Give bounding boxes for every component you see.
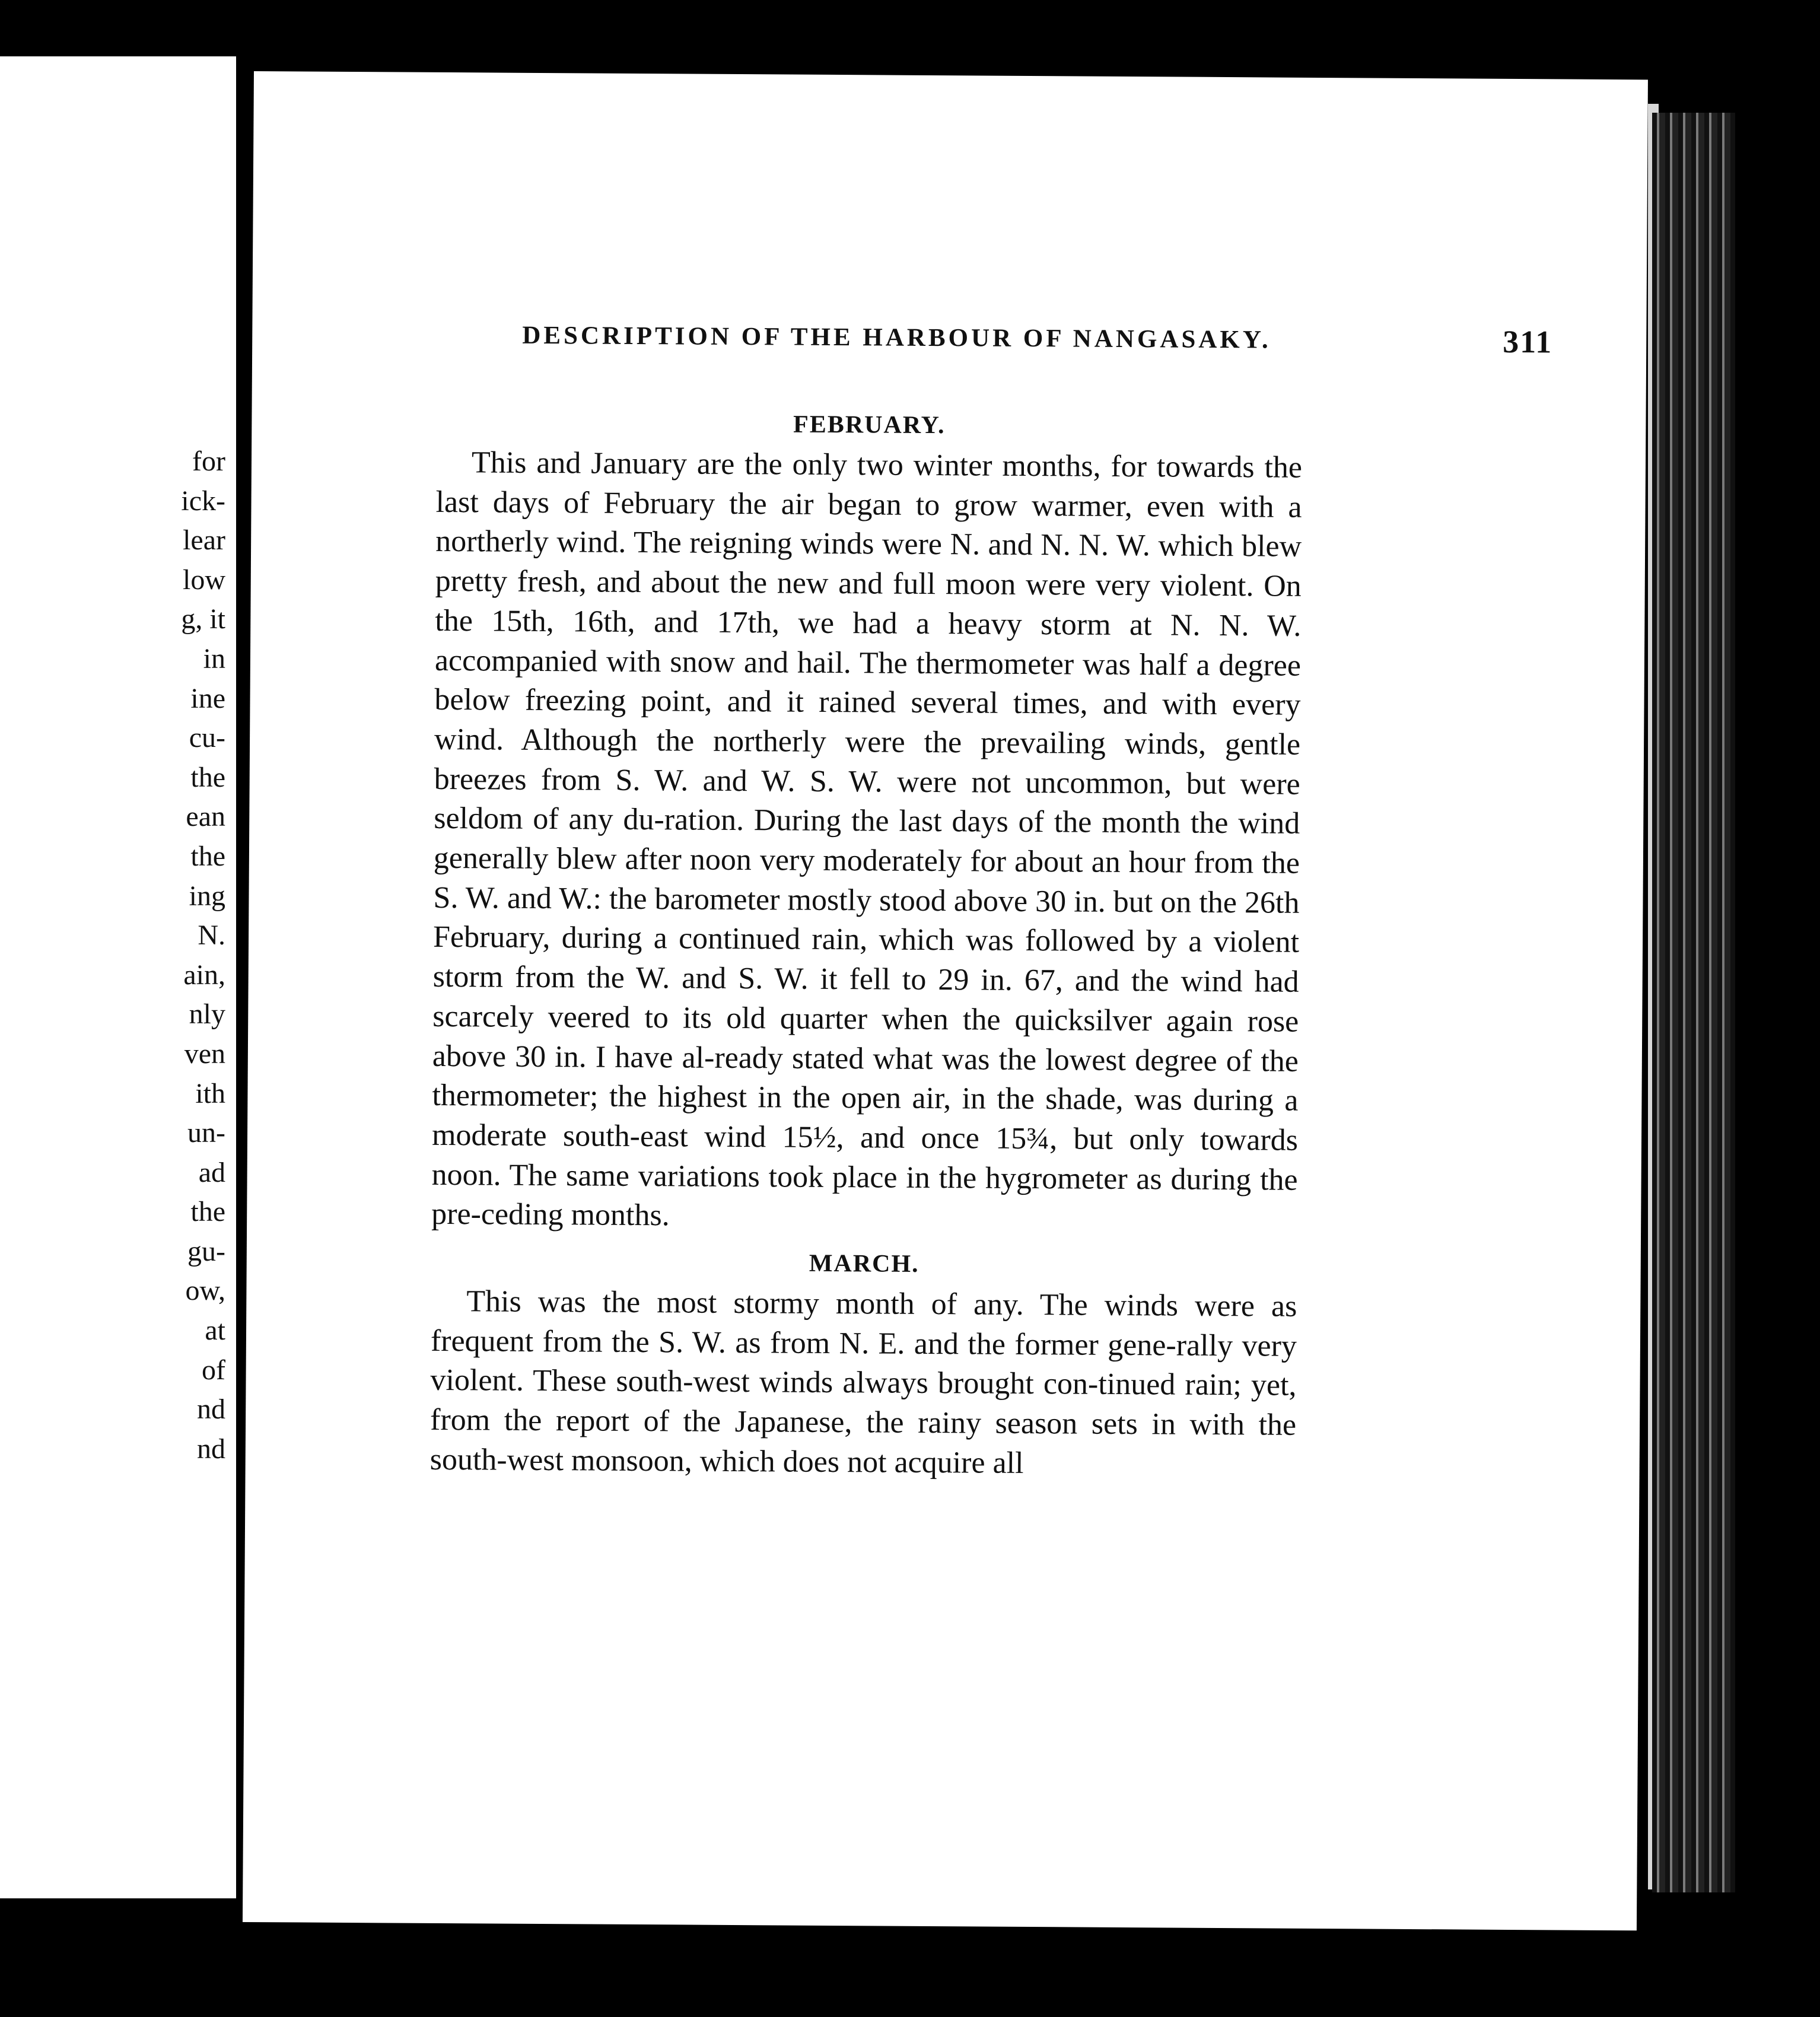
left-page-fragment: ing [189, 880, 225, 912]
left-page-fragment: ow, [185, 1275, 225, 1307]
left-page-fragment: g, it [181, 603, 225, 635]
paragraph-march: This was the most stormy month of any. The winds were as frequent from the S. W. as from N. E. and the former gene-rally very violent. These south-west winds always brought con-tinued rain; yet, from the report of the Japanese, the rainy season sets in with the south-west monsoon, which does not acquire all [429, 1284, 1297, 1480]
book-page-edges [1652, 113, 1735, 1892]
running-header [522, 321, 1553, 360]
left-page-fragment: nly [189, 998, 225, 1030]
left-page-fragment: un- [187, 1117, 225, 1149]
left-page-fragment: at [205, 1315, 225, 1347]
left-page-fragment: low [183, 564, 225, 596]
left-page-fragment: of [202, 1354, 225, 1386]
section-title-march: MARCH. [809, 1249, 919, 1278]
left-page-fragment: the [190, 840, 225, 872]
left-page-fragment: lear [183, 524, 225, 556]
left-page-fragment: the [190, 761, 225, 793]
left-facing-page [0, 56, 236, 1898]
main-page [243, 71, 1648, 1930]
left-page-fragment: ad [198, 1156, 225, 1188]
body-text [430, 402, 1303, 1485]
left-page-fragment: ain, [183, 959, 225, 991]
left-page-fragment: ith [195, 1077, 225, 1109]
left-page-fragment: gu- [187, 1235, 225, 1267]
left-page-fragment: nd [197, 1433, 225, 1465]
left-page-fragment: ine [190, 682, 225, 714]
left-page-fragment: in [203, 642, 225, 675]
left-page-fragment: cu- [189, 722, 225, 754]
left-page-fragment: ick- [181, 485, 225, 517]
left-page-text-fragments [107, 442, 225, 1469]
section-title-february: FEBRUARY. [793, 411, 946, 440]
running-header-title: DESCRIPTION OF THE HARBOUR OF NANGASAKY. [522, 321, 1271, 354]
page-number: 311 [1503, 323, 1553, 360]
left-page-fragment: ven [184, 1038, 225, 1070]
left-page-fragment: nd [197, 1394, 225, 1426]
left-page-fragment: for [192, 446, 225, 477]
left-page-fragment: N. [198, 920, 225, 952]
left-page-fragment: ean [186, 801, 225, 833]
paragraph-february: This and January are the only two winter months, for towards the last days of February the air began to grow warmer, even with a northerly wind. The reigning winds were N. and N. N. W. which blew pretty fresh, and about the new and full moon were very violent. On the 15th, 16th, and 17th, we had a heavy storm at N. N. W. accompanied with snow and hail. The thermometer was half a degree below freezing point, and it rained several times, and with every wind. Although the northerly were the prevailing winds, gentle breezes from S. W. and W. S. W. were not uncommon, but were seldom of any du-ration. During the last days of the month the wind generally blew after noon very moderately for about an hour from the S. W. and W.: the barometer mostly stood above 30 in. but on the 26th February, during a continued rain, which was followed by a violent storm from the W. and S. W. it fell to 29 in. 67, and the wind had scarcely veered to its old quarter when the quicksilver again rose above 30 in. I have al-ready stated what was the lowest degree of the thermometer; the highest in the open air, in the shade, was during a moderate south-east wind 15½, and once 15¾, but only towards noon. The same variations took place in the hygrometer as during the pre-ceding months. [431, 446, 1303, 1233]
left-page-fragment: the [190, 1196, 225, 1228]
